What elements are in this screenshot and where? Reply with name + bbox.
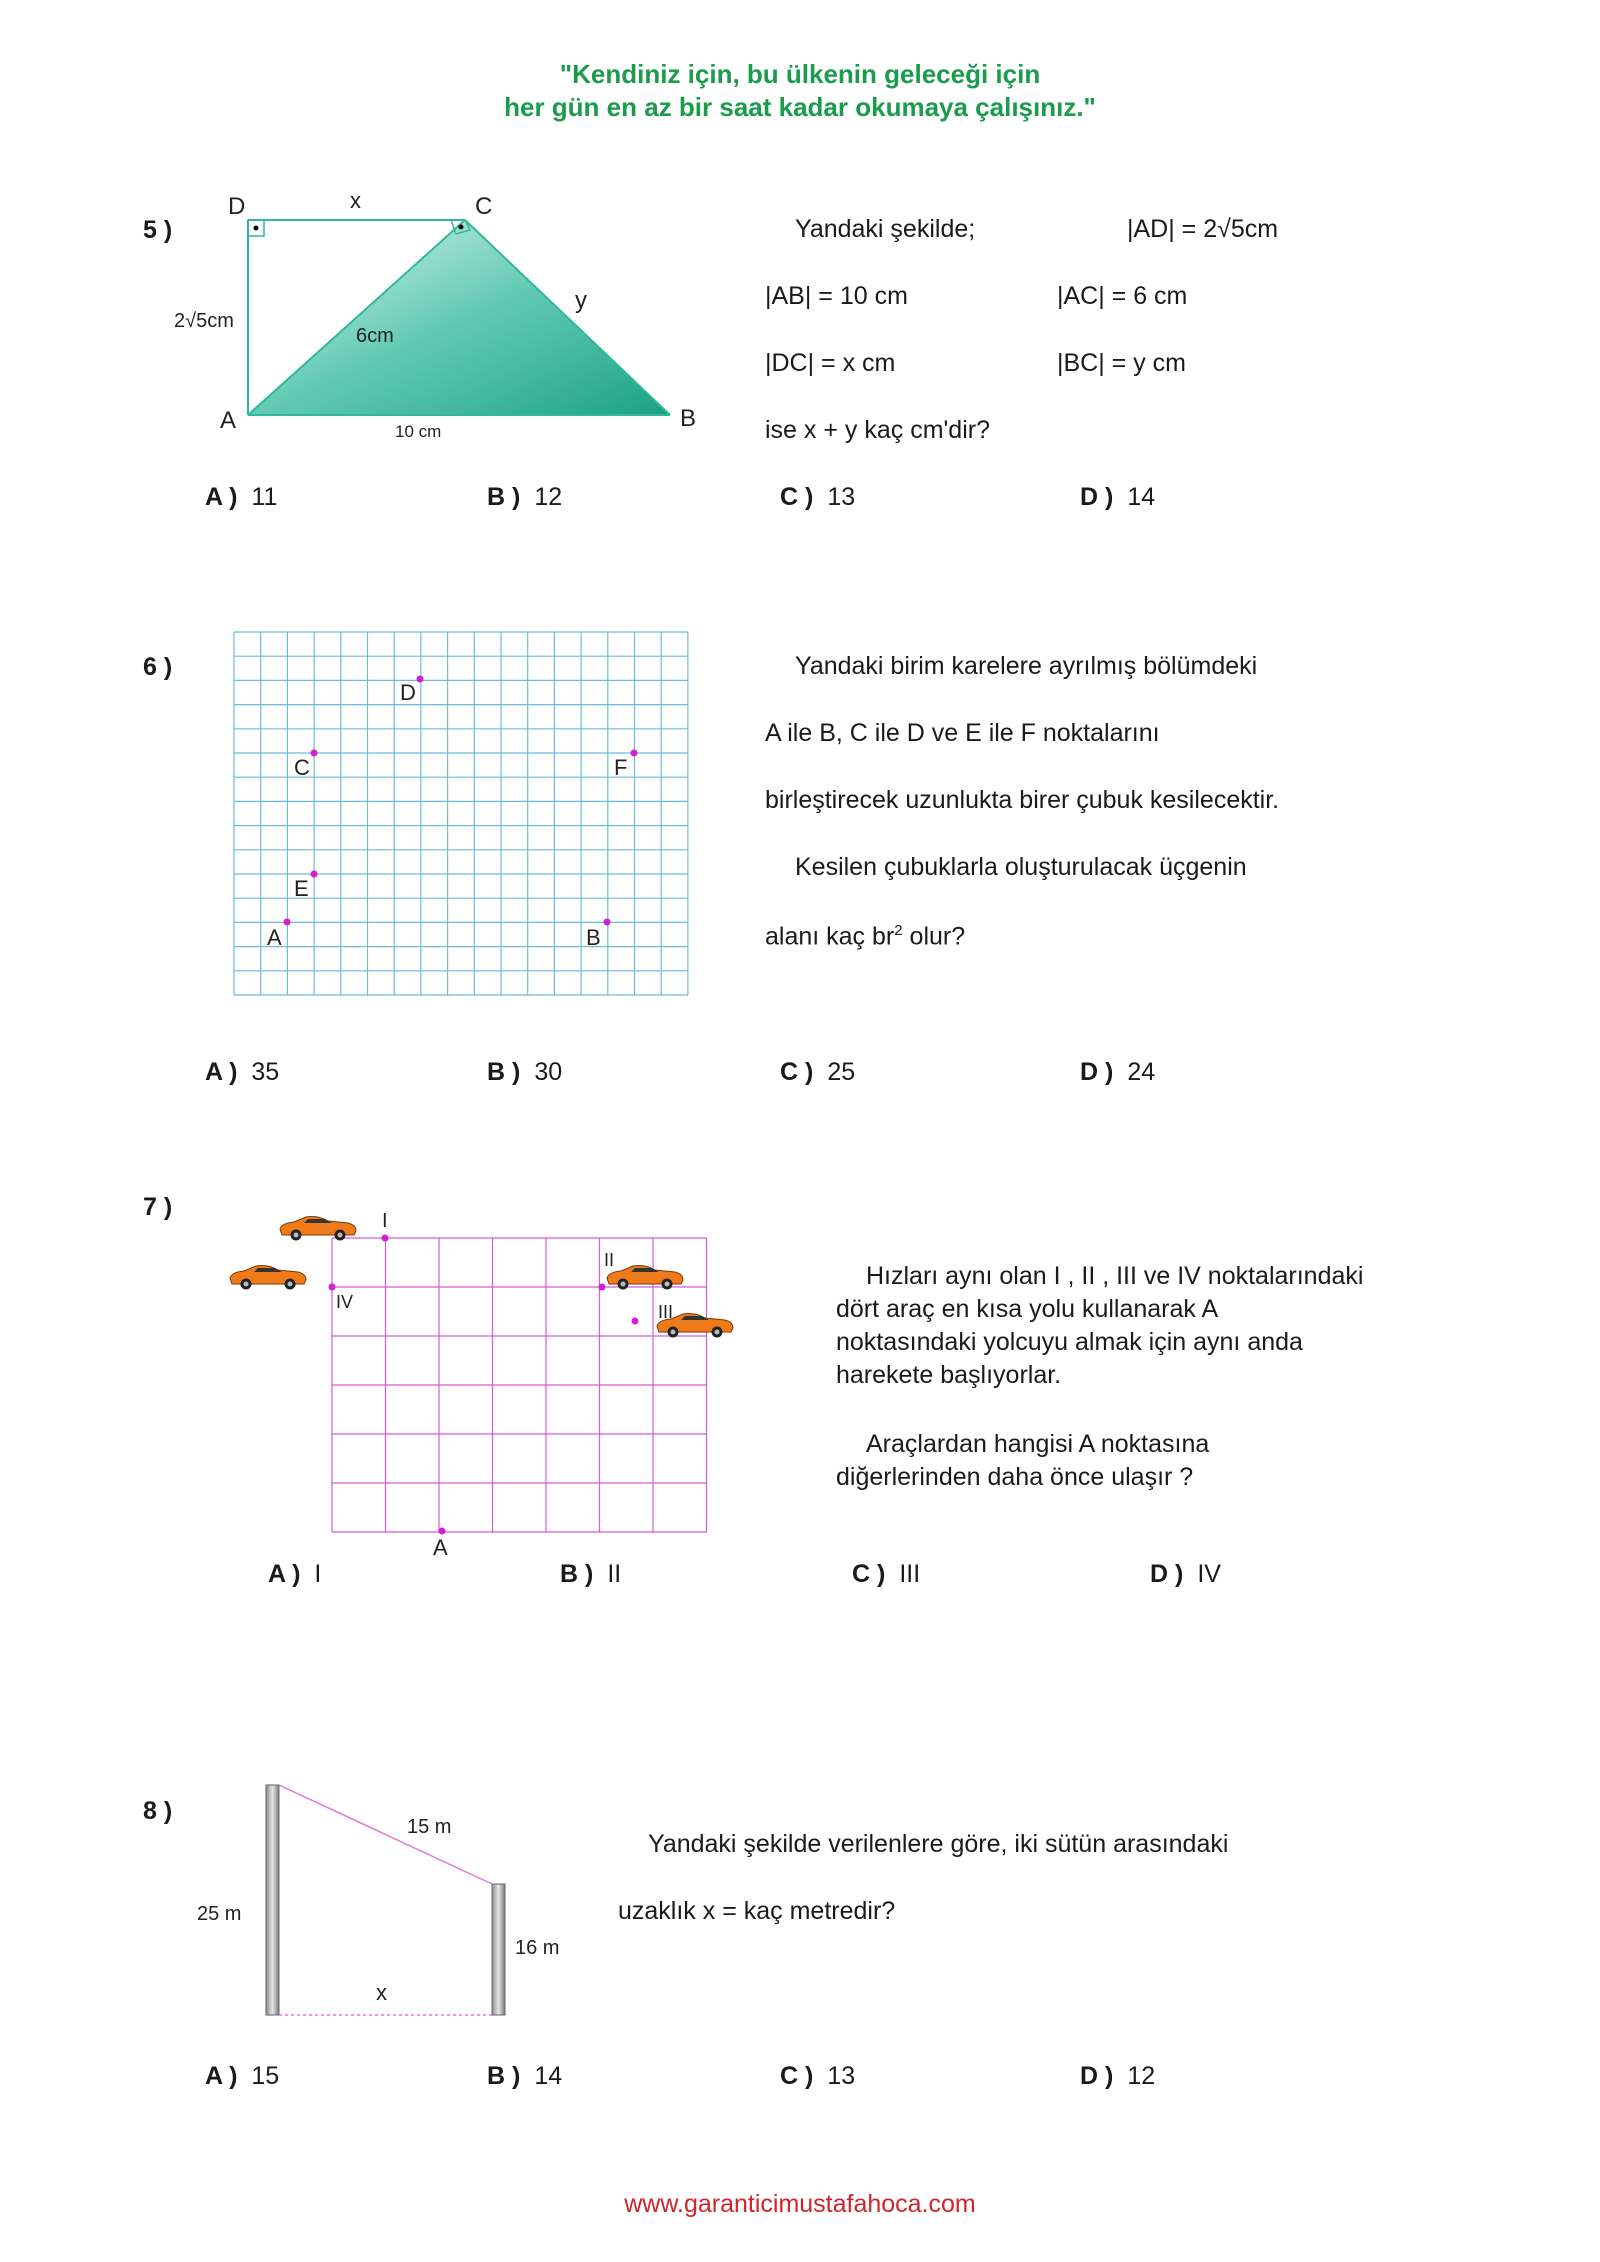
q7-point-ii [599,1284,606,1291]
q8-label-short: 16 m [515,1937,560,1959]
option-value: IV [1197,1560,1221,1588]
option-letter: B ) [487,483,521,511]
q6-line-5 [765,922,965,951]
q6-line-2: A ile B, C ile D ve E ile F noktalarını [765,719,1160,747]
q6-option-d[interactable] [1080,1058,1155,1087]
q7-label-a: A [433,1535,448,1560]
q5-label-c: C [475,193,493,220]
option-letter: D ) [1080,2062,1114,2090]
q6-label-c: C [294,755,310,780]
q7-line-6: diğerlerinden daha önce ulaşır ? [836,1463,1194,1491]
option-letter: A ) [268,1560,301,1588]
q5-label-d: D [228,193,246,220]
q7-label-iv: IV [336,1292,354,1312]
q7-grid-figure [225,1200,765,1570]
quote-line-2: her gün en az bir saat kadar okumaya çalışınız." [504,92,1096,122]
option-value: III [899,1560,921,1588]
q6-label-f: F [614,755,628,780]
option-letter: C ) [852,1560,886,1588]
q8-option-c[interactable] [780,2062,855,2091]
footer-website-link[interactable]: www.garanticimustafahoca.com [624,2190,976,2218]
question-7-number: 7 ) [143,1193,173,1221]
q6-point-c [311,750,318,757]
q8-line-2: uzaklık x = kaç metredir? [618,1897,896,1925]
q7-line-1: Hızları aynı olan I , II , III ve IV noktalarındaki [866,1262,1364,1290]
option-value: 14 [534,2062,563,2090]
q6-option-a[interactable] [205,1058,279,1087]
option-value: 11 [251,483,278,511]
q5-label-b: B [680,405,697,432]
q6-line-1: Yandaki birim karelere ayrılmış bölümdeki [795,652,1258,680]
q8-label-rope: 15 m [407,1816,452,1838]
q6-point-b [604,919,611,926]
q6-label-e: E [294,876,309,901]
option-letter: D ) [1150,1560,1184,1588]
q6-line-3: birleştirecek uzunlukta birer çubuk kesilecektir. [765,786,1280,814]
q5-label-ad: 2√5cm [174,310,234,332]
q7-line-3: noktasındaki yolcuyu almak için aynı anda [836,1328,1303,1356]
q5-ad-given: |AD| = 2√5cm [1127,215,1279,243]
car-icon [280,1217,356,1241]
option-letter: B ) [560,1560,594,1588]
q7-point-iv [329,1284,336,1291]
q6-option-c[interactable] [780,1058,855,1087]
option-letter: C ) [780,483,814,511]
q8-label-x: x [376,1980,387,2005]
q6-label-a: A [267,925,282,950]
option-letter: D ) [1080,483,1114,511]
q7-option-b[interactable] [560,1560,621,1589]
q8-option-d[interactable] [1080,2062,1155,2091]
q6-point-e [311,871,318,878]
motivational-quote [0,58,1600,124]
q6-line-5-end: olur? [902,922,966,951]
option-value: 12 [1127,2062,1156,2090]
q6-grid-lines [234,632,688,995]
q6-label-b: B [586,925,601,950]
quote-line-1: "Kendiniz için, bu ülkenin geleceği için [559,59,1041,89]
q5-ac-given: |AC| = 6 cm [1057,282,1188,310]
q6-point-d [417,676,424,683]
q7-point-iii [632,1318,639,1325]
q5-label-a: A [220,407,237,434]
q7-label-iii: III [658,1302,674,1322]
q8-pillars-figure [190,1775,560,2025]
q8-option-a[interactable] [205,2062,279,2091]
q5-triangle-acb [248,220,670,415]
q7-label-ii: II [604,1250,615,1270]
q5-dc-given: |DC| = x cm [765,349,896,377]
option-value: 13 [827,2062,856,2090]
q8-label-tall: 25 m [197,1903,242,1925]
q8-line-1: Yandaki şekilde verilenlere göre, iki sütün arasındaki [648,1830,1229,1858]
option-value: 14 [1127,483,1156,511]
car-icon [607,1266,683,1290]
q7-option-d[interactable] [1150,1560,1221,1589]
car-icon [230,1266,306,1290]
question-8-number: 8 ) [143,1797,173,1825]
option-value: 13 [827,483,856,511]
option-letter: A ) [205,1058,238,1086]
q7-option-c[interactable] [852,1560,920,1589]
q8-tall-pillar [266,1785,279,2015]
q6-points [284,676,638,926]
option-letter: D ) [1080,1058,1114,1086]
q7-point-i [382,1235,389,1242]
q6-line-4: Kesilen çubuklarla oluşturulacak üçgenin [795,853,1247,881]
q7-label-i: I [382,1210,388,1232]
option-letter: C ) [780,2062,814,2090]
question-5-number: 5 ) [143,216,173,244]
q8-rope [279,1785,492,1884]
q8-option-b[interactable] [487,2062,562,2091]
q5-label-x: x [350,188,361,213]
option-letter: A ) [205,483,238,511]
q6-line-5-sup: 2 [894,922,903,939]
option-value: 35 [251,1058,280,1086]
q5-question: ise x + y kaç cm'dir? [765,416,990,444]
option-value: 24 [1127,1058,1156,1086]
q5-option-a[interactable] [205,483,277,512]
option-value: II [607,1560,622,1588]
q7-option-a[interactable] [268,1560,321,1589]
q5-ab-given: |AB| = 10 cm [765,282,908,310]
option-letter: B ) [487,1058,521,1086]
q7-line-2: dört araç en kısa yolu kullanarak A [836,1295,1219,1323]
option-letter: B ) [487,2062,521,2090]
q5-bc-given: |BC| = y cm [1057,349,1186,377]
q5-option-d[interactable] [1080,483,1155,512]
q7-point-a [439,1528,446,1535]
q7-line-5: Araçlardan hangisi A noktasına [866,1430,1210,1458]
q5-intro: Yandaki şekilde; [795,215,976,243]
q7-line-4: harekete başlıyorlar. [836,1361,1062,1389]
q6-point-a [284,919,291,926]
q6-label-d: D [400,680,416,705]
q8-short-pillar [492,1884,505,2015]
option-value: I [314,1560,322,1588]
option-value: 15 [251,2062,280,2090]
option-letter: A ) [205,2062,238,2090]
q6-grid-figure [232,630,692,1000]
q5-label-y: y [575,287,587,314]
option-value: 12 [534,483,563,511]
option-value: 30 [534,1058,563,1086]
option-value: 25 [827,1058,856,1086]
question-6-number: 6 ) [143,653,173,681]
q6-option-b[interactable] [487,1058,562,1087]
option-letter: C ) [780,1058,814,1086]
q5-label-ac: 6cm [356,325,394,347]
q5-trapezoid-figure [160,190,720,440]
q6-line-5-main: alanı kaç br [765,922,895,951]
q5-label-base: 10 cm [395,422,442,441]
q5-option-c[interactable] [780,483,855,512]
q6-point-f [631,750,638,757]
q5-option-b[interactable] [487,483,562,512]
